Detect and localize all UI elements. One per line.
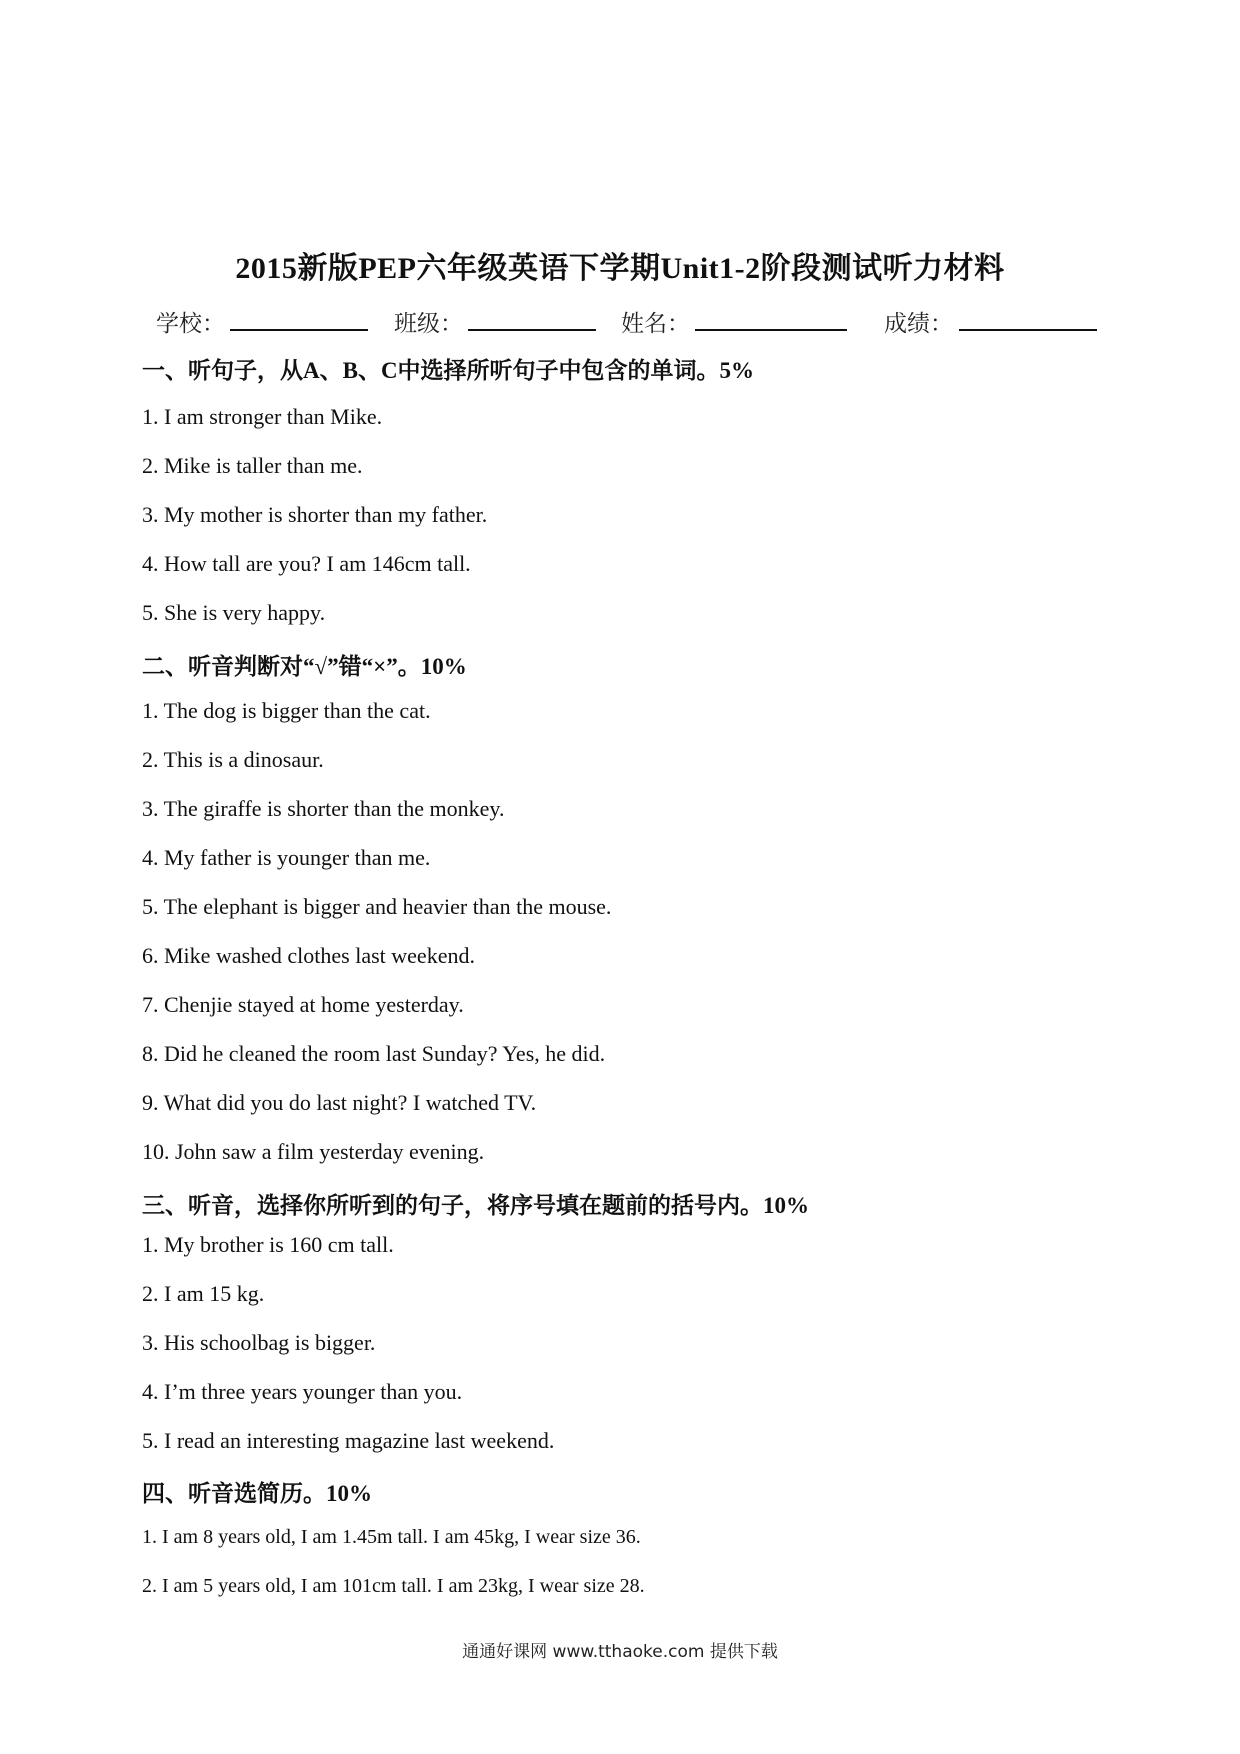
- list-item: 5. The elephant is bigger and heavier than the mouse.: [142, 894, 612, 919]
- list-item: 1. I am 8 years old, I am 1.45m tall. I am 45kg, I wear size 36.: [142, 1526, 641, 1548]
- class-label: 班级：: [394, 311, 463, 337]
- school-label: 学校：: [156, 311, 225, 337]
- list-item: 3. The giraffe is shorter than the monkey.: [142, 796, 505, 821]
- page-footer: 通通好课网 www.tthaoke.com 提供下载: [462, 1642, 778, 1662]
- list-item: 5. I read an interesting magazine last weekend.: [142, 1428, 555, 1453]
- section-heading-1: 一、听句子，从A、B、C中选择所听句子中包含的单词。5%: [142, 358, 755, 383]
- list-item: 4. My father is younger than me.: [142, 845, 431, 870]
- section-heading-2: 二、听音判断对“√”错“×”。10%: [142, 654, 467, 679]
- name-blank: [695, 329, 847, 331]
- list-item: 3. His schoolbag is bigger.: [142, 1330, 376, 1355]
- school-blank: [230, 329, 368, 331]
- list-item: 9. What did you do last night? I watched TV.: [142, 1090, 537, 1115]
- list-item: 1. I am stronger than Mike.: [142, 404, 383, 429]
- score-blank: [959, 329, 1097, 331]
- name-label: 姓名：: [621, 311, 690, 337]
- section-heading-4: 四、听音选简历。10%: [142, 1481, 372, 1506]
- section-heading-3: 三、听音，选择你所听到的句子，将序号填在题前的括号内。10%: [142, 1193, 809, 1218]
- list-item: 2. This is a dinosaur.: [142, 747, 324, 772]
- student-info-row: [0, 305, 1240, 339]
- list-item: 1. My brother is 160 cm tall.: [142, 1232, 394, 1257]
- list-item: 2. Mike is taller than me.: [142, 453, 363, 478]
- list-item: 2. I am 15 kg.: [142, 1281, 265, 1306]
- score-label: 成绩：: [884, 311, 953, 337]
- list-item: 4. I’m three years younger than you.: [142, 1379, 463, 1404]
- list-item: 10. John saw a film yesterday evening.: [142, 1139, 485, 1164]
- list-item: 6. Mike washed clothes last weekend.: [142, 943, 475, 968]
- list-item: 7. Chenjie stayed at home yesterday.: [142, 992, 464, 1017]
- list-item: 5. She is very happy.: [142, 600, 326, 625]
- list-item: 8. Did he cleaned the room last Sunday? Yes, he did.: [142, 1041, 606, 1066]
- list-item: 3. My mother is shorter than my father.: [142, 502, 488, 527]
- class-blank: [468, 329, 596, 331]
- list-item: 2. I am 5 years old, I am 101cm tall. I am 23kg, I wear size 28.: [142, 1575, 645, 1597]
- document-title: 2015新版PEP六年级英语下学期Unit1-2阶段测试听力材料: [235, 252, 1005, 285]
- list-item: 1. The dog is bigger than the cat.: [142, 698, 431, 723]
- list-item: 4. How tall are you? I am 146cm tall.: [142, 551, 471, 576]
